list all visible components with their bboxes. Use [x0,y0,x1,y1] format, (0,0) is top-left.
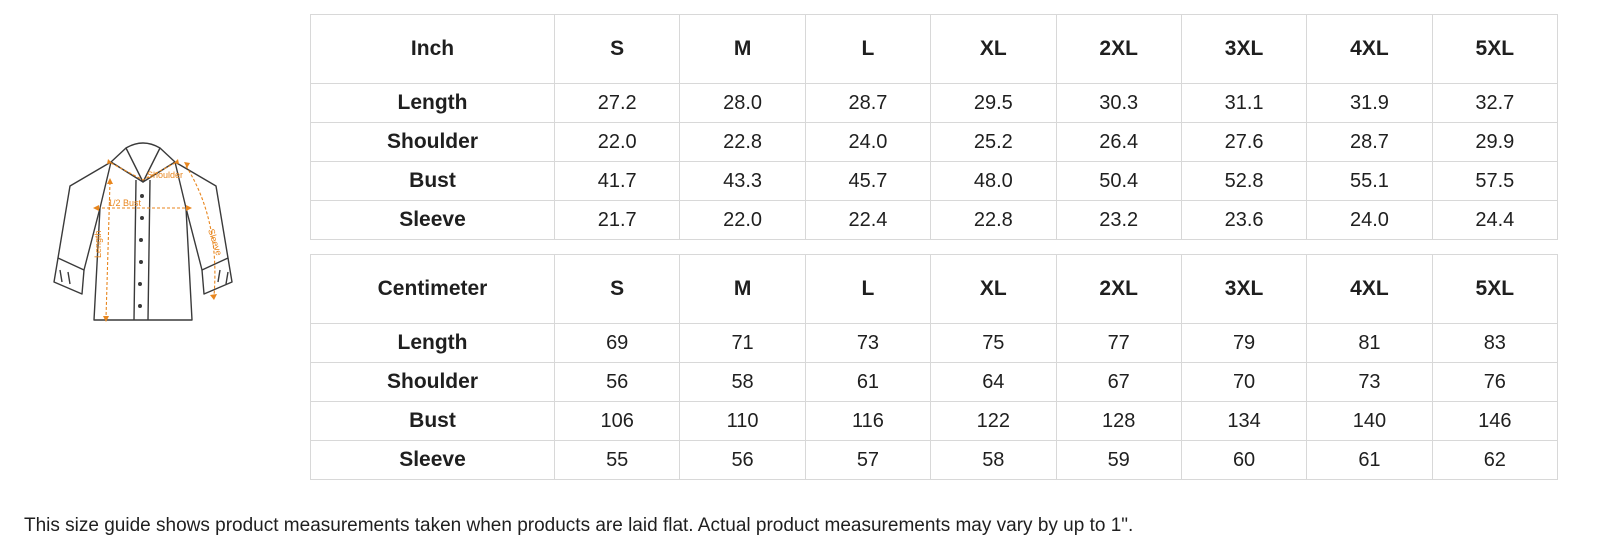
size-header-m: M [680,255,805,324]
measurement-value: 29.9 [1432,123,1557,162]
size-header-s: S [555,15,680,84]
measurement-label: Length [311,84,555,123]
measurement-value: 106 [555,402,680,441]
measurement-value: 45.7 [805,162,930,201]
size-table-cm-wrapper [310,254,1558,480]
size-header-2xl: 2XL [1056,15,1181,84]
measurement-label: Bust [311,162,555,201]
measurement-value: 140 [1307,402,1432,441]
size-header-5xl: 5XL [1432,255,1557,324]
size-guide-footnote: This size guide shows product measurements taken when products are laid flat. Actual product measurements may vary by up to 1". [24,515,1134,536]
measurement-value: 61 [1307,441,1432,480]
size-header-5xl: 5XL [1432,15,1557,84]
measurement-value: 71 [680,324,805,363]
measurement-value: 24.0 [805,123,930,162]
size-header-m: M [680,15,805,84]
size-tables [310,14,1558,480]
measurement-value: 56 [555,363,680,402]
unit-label: Centimeter [311,255,555,324]
shirt-illustration-svg [48,130,268,330]
measurement-value: 134 [1181,402,1306,441]
table-row [311,363,1558,402]
measurement-value: 41.7 [555,162,680,201]
measurement-value: 69 [555,324,680,363]
measurement-value: 58 [931,441,1056,480]
measurement-value: 24.4 [1432,201,1557,240]
table-row [311,402,1558,441]
measurement-value: 57.5 [1432,162,1557,201]
measurement-value: 83 [1432,324,1557,363]
measurement-value: 110 [680,402,805,441]
measurement-value: 55 [555,441,680,480]
measurement-value: 31.9 [1307,84,1432,123]
measurement-value: 75 [931,324,1056,363]
size-header-2xl: 2XL [1056,255,1181,324]
diagram-label-shoulder: Shoulder [147,170,184,180]
measurement-value: 27.2 [555,84,680,123]
size-table-centimeter [310,254,1558,480]
size-table-inch [310,14,1558,240]
measurement-value: 116 [805,402,930,441]
measurement-value: 122 [931,402,1056,441]
measurement-value: 28.0 [680,84,805,123]
measurement-value: 24.0 [1307,201,1432,240]
size-table-inch-wrapper [310,14,1558,240]
measurement-value: 43.3 [680,162,805,201]
measurement-value: 29.5 [931,84,1056,123]
measurement-value: 26.4 [1056,123,1181,162]
measurement-value: 48.0 [931,162,1056,201]
table-row [311,162,1558,201]
measurement-label: Length [311,324,555,363]
measurement-value: 79 [1181,324,1306,363]
measurement-value: 57 [805,441,930,480]
size-header-s: S [555,255,680,324]
measurement-label: Shoulder [311,123,555,162]
measurement-value: 52.8 [1181,162,1306,201]
measurement-value: 23.2 [1056,201,1181,240]
measurement-value: 60 [1181,441,1306,480]
measurement-value: 22.0 [680,201,805,240]
measurement-value: 27.6 [1181,123,1306,162]
measurement-value: 32.7 [1432,84,1557,123]
size-header-3xl: 3XL [1181,15,1306,84]
measurement-value: 59 [1056,441,1181,480]
measurement-value: 61 [805,363,930,402]
measurement-value: 77 [1056,324,1181,363]
table-header-row [311,15,1558,84]
measurement-value: 28.7 [1307,123,1432,162]
table-row [311,123,1558,162]
measurement-value: 55.1 [1307,162,1432,201]
table-row [311,84,1558,123]
measurement-value: 73 [1307,363,1432,402]
measurement-value: 21.7 [555,201,680,240]
measurement-value: 23.6 [1181,201,1306,240]
measurement-value: 81 [1307,324,1432,363]
table-header-row [311,255,1558,324]
measurement-value: 128 [1056,402,1181,441]
diagram-label-sleeve: Sleeve [206,227,225,257]
measurement-value: 50.4 [1056,162,1181,201]
measurement-value: 58 [680,363,805,402]
measurement-value: 22.4 [805,201,930,240]
measurement-value: 31.1 [1181,84,1306,123]
size-header-xl: XL [931,255,1056,324]
measurement-value: 70 [1181,363,1306,402]
garment-diagram [0,0,310,500]
measurement-value: 22.0 [555,123,680,162]
size-header-l: L [805,15,930,84]
table-row [311,201,1558,240]
table-row [311,324,1558,363]
diagram-label-bust: 1/2 Bust [108,198,142,208]
measurement-value: 67 [1056,363,1181,402]
measurement-value: 146 [1432,402,1557,441]
measurement-value: 30.3 [1056,84,1181,123]
unit-label: Inch [311,15,555,84]
size-header-l: L [805,255,930,324]
size-header-3xl: 3XL [1181,255,1306,324]
size-header-xl: XL [931,15,1056,84]
table-row [311,441,1558,480]
measurement-label: Bust [311,402,555,441]
measurement-value: 76 [1432,363,1557,402]
measurement-label: Shoulder [311,363,555,402]
measurement-value: 64 [931,363,1056,402]
measurement-value: 73 [805,324,930,363]
measurement-value: 28.7 [805,84,930,123]
measurement-label: Sleeve [311,201,555,240]
diagram-label-length: Length [93,230,103,258]
size-header-4xl: 4XL [1307,15,1432,84]
size-header-4xl: 4XL [1307,255,1432,324]
measurement-value: 25.2 [931,123,1056,162]
measurement-value: 62 [1432,441,1557,480]
measurement-value: 56 [680,441,805,480]
measurement-value: 22.8 [931,201,1056,240]
measurement-value: 22.8 [680,123,805,162]
measurement-label: Sleeve [311,441,555,480]
